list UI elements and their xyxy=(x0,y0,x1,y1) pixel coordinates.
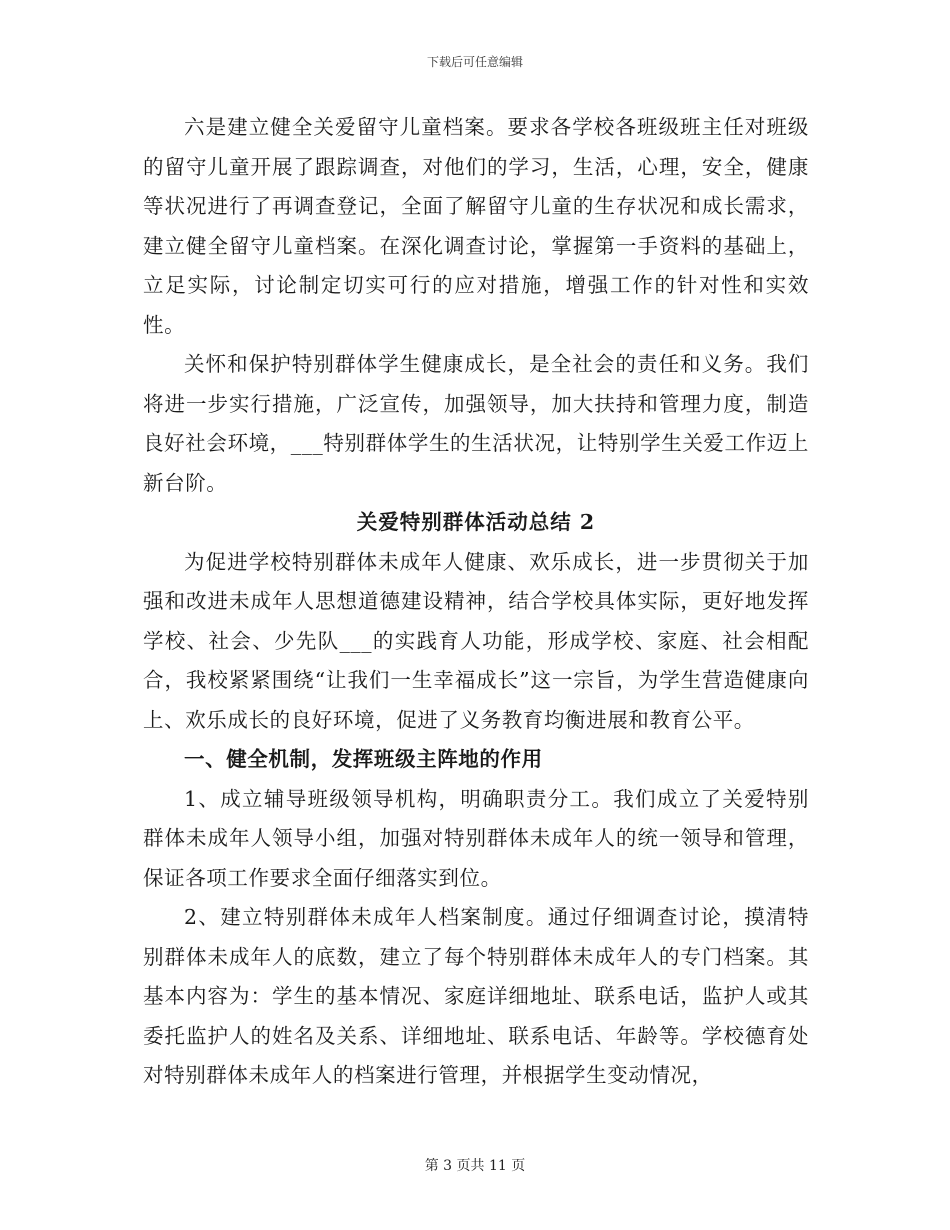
paragraph-2: 关怀和保护特别群体学生健康成长，是全社会的责任和义务。我们将进一步实行措施，广泛宣传，加强领导，加大扶持和管理力度，制造良好社会环境，___特别群体学生的生活状况，让特别学生关爱工作迈上新台阶。 xyxy=(143,352,809,495)
paragraph-5: 2、建立特别群体未成年人档案制度。通过仔细调查讨论，摸清特别群体未成年人的底数，建立了每个特别群体未成年人的专门档案。其基本内容为：学生的基本情况、家庭详细地址、联系电话，监护人或其委托监护人的姓名及关系、详细地址、联系电话、年龄等。学校德育处对特别群体未成年人的档案进行管理，并根据学生变动情况， xyxy=(143,905,809,1087)
paragraph-3: 为促进学校特别群体未成年人健康、欢乐成长，进一步贯彻关于加强和改进未成年人思想道德建设精神，结合学校具体实际，更好地发挥学校、社会、少先队___的实践育人功能，形成学校、家庭、社会相配合，我校紧紧围绕“让我们一生幸福成长”这一宗旨，为学生营造健康向上、欢乐成长的良好环境，促进了义务教育均衡进展和教育公平。 xyxy=(143,549,809,732)
subheading-1: 一、健全机制，发挥班级主阵地的作用 xyxy=(184,747,543,771)
page-number: 第 3 页共 11 页 xyxy=(424,1158,526,1174)
paragraph-4: 1、成立辅导班级领导机构，明确职责分工。我们成立了关爱特别群体未成年人领导小组，加强对特别群体未成年人的统一领导和管理，保证各项工作要求全面仔细落实到位。 xyxy=(143,786,809,890)
paragraph-1: 六是建立健全关爱留守儿童档案。要求各学校各班级班主任对班级的留守儿童开展了跟踪调查，对他们的学习，生活，心理，安全，健康等状况进行了再调查登记，全面了解留守儿童的生存状况和成长需求，建立健全留守儿童档案。在深化调查讨论，掌握第一手资料的基础上，立足实际，讨论制定切实可行的应对措施，增强工作的针对性和实效性。 xyxy=(143,115,809,337)
page-header-note: 下载后可任意编辑 xyxy=(426,55,523,69)
document-body xyxy=(143,108,809,1096)
section-title: 关爱特别群体活动总结 2 xyxy=(356,510,596,534)
